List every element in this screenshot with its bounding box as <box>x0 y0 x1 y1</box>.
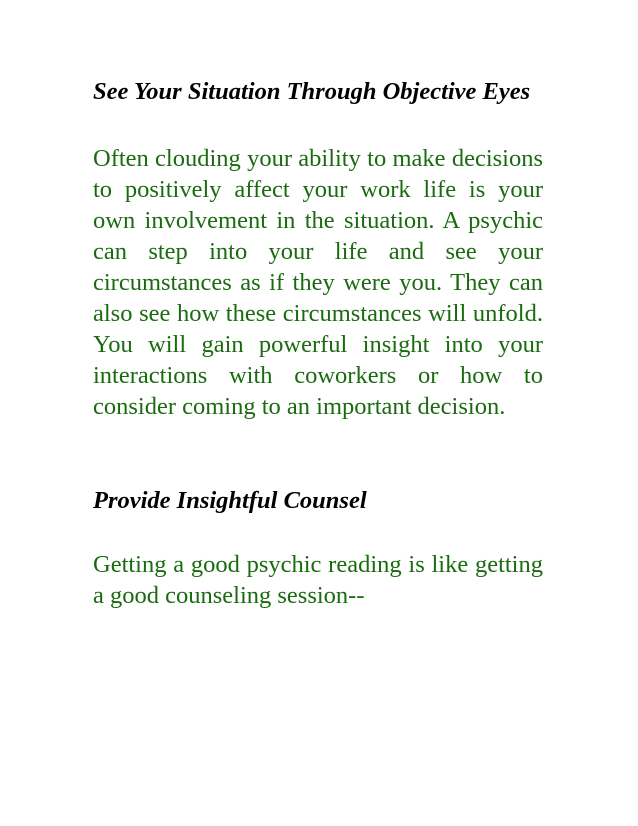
document-page <box>93 76 543 611</box>
section-heading-objective-eyes: See Your Situation Through Objective Eyes <box>93 78 531 105</box>
section-body-insightful-counsel: Getting a good psychic reading is like getting a good counseling session-- <box>93 551 543 609</box>
section-body-objective-eyes: Often clouding your ability to make decisions to positively affect your work life is your own involvement in the situation. A psychic can step into your life and see your circumstances as if they were you. They can also see how these circumstances will unfold. You will gain powerful insight into your interactions with coworkers or how to consider coming to an important decision. <box>93 145 543 420</box>
section-heading-insightful-counsel: Provide Insightful Counsel <box>93 487 367 514</box>
